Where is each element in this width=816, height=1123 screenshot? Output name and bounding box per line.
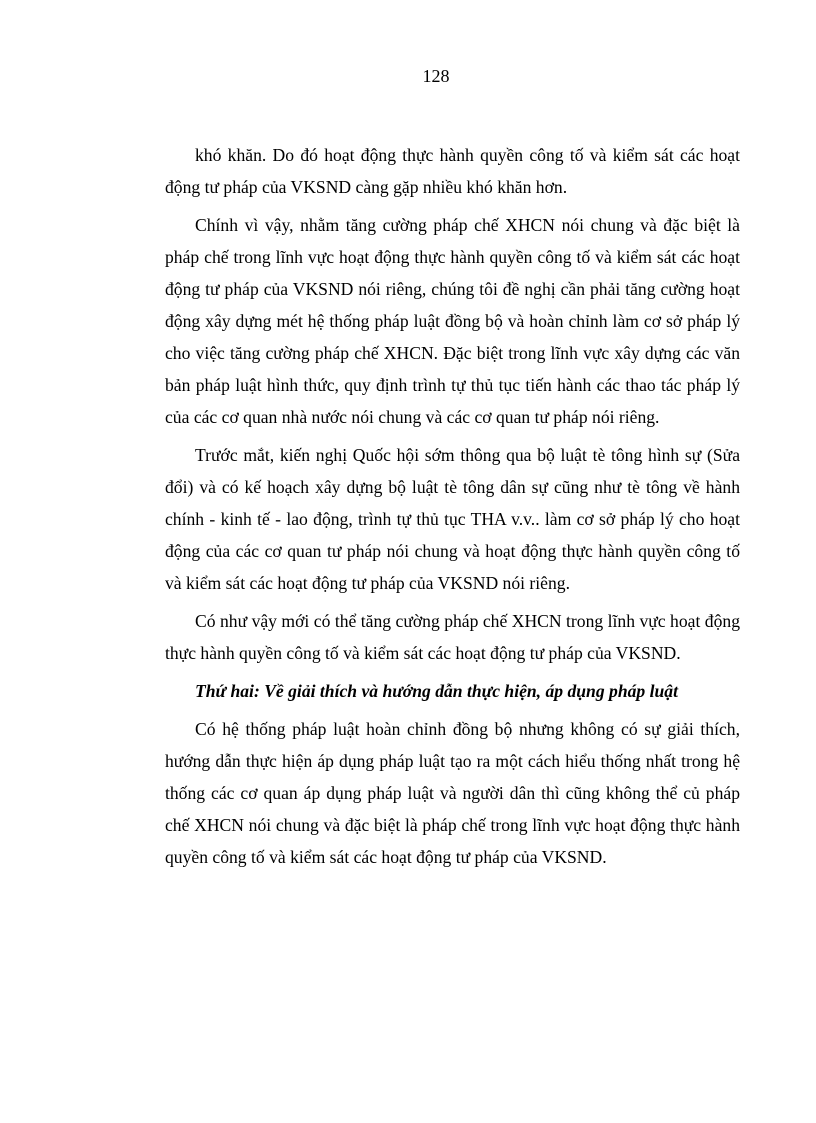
paragraph-1: khó khăn. Do đó hoạt động thực hành quyền công tố và kiểm sát các hoạt động tư pháp của VKSND càng gặp nhiều khó khăn hơn.: [165, 145, 740, 197]
section-heading: Thứ hai: Về giải thích và hướng dẫn thực hiện, áp dụng pháp luật: [195, 681, 678, 701]
paragraph-5: Có hệ thống pháp luật hoàn chỉnh đồng bộ nhưng không có sự giải thích, hướng dẫn thực hiện áp dụng pháp luật tạo ra một cách hiểu thống nhất trong hệ thống các cơ quan áp dụng pháp luật và người dân thì cũng không thể củ pháp chế XHCN nói chung và đặc biệt là pháp chế trong lĩnh vực hoạt động thực hành quyền công tố và kiểm sát các hoạt động tư pháp của VKSND.: [165, 719, 740, 867]
paragraph-3: Trước mắt, kiến nghị Quốc hội sớm thông qua bộ luật tè tông hình sự (Sửa đổi) và có kế hoạch xây dựng bộ luật tè tông dân sự cũng như tè tông về hành chính - kinh tế - lao động, trình tự thủ tục THA v.v.. làm cơ sở pháp lý cho hoạt động của các cơ quan tư pháp nói chung và hoạt động thực hành quyền công tố và kiểm sát các hoạt động tư pháp của VKSND nói riêng.: [165, 445, 740, 593]
document-body: [165, 139, 740, 879]
paragraph-4: Có như vậy mới có thể tăng cường pháp chế XHCN trong lĩnh vực hoạt động thực hành quyền công tố và kiểm sát các hoạt động tư pháp của VKSND.: [165, 611, 740, 663]
paragraph-2: Chính vì vậy, nhằm tăng cường pháp chế XHCN nói chung và đặc biệt là pháp chế trong lĩnh vực hoạt động thực hành quyền công tố và kiểm sát các hoạt động tư pháp của VKSND nói riêng, chúng tôi đề nghị cần phải tăng cường hoạt động xây dựng mét hệ thống pháp luật đồng bộ và hoàn chỉnh làm cơ sở pháp lý cho việc tăng cường pháp chế XHCN. Đặc biệt trong lĩnh vực xây dựng các văn bản pháp luật hình thức, quy định trình tự thủ tục tiến hành các thao tác pháp lý của các cơ quan nhà nước nói chung và các cơ quan tư pháp nói riêng.: [165, 215, 740, 427]
page-number: 128: [422, 66, 450, 86]
